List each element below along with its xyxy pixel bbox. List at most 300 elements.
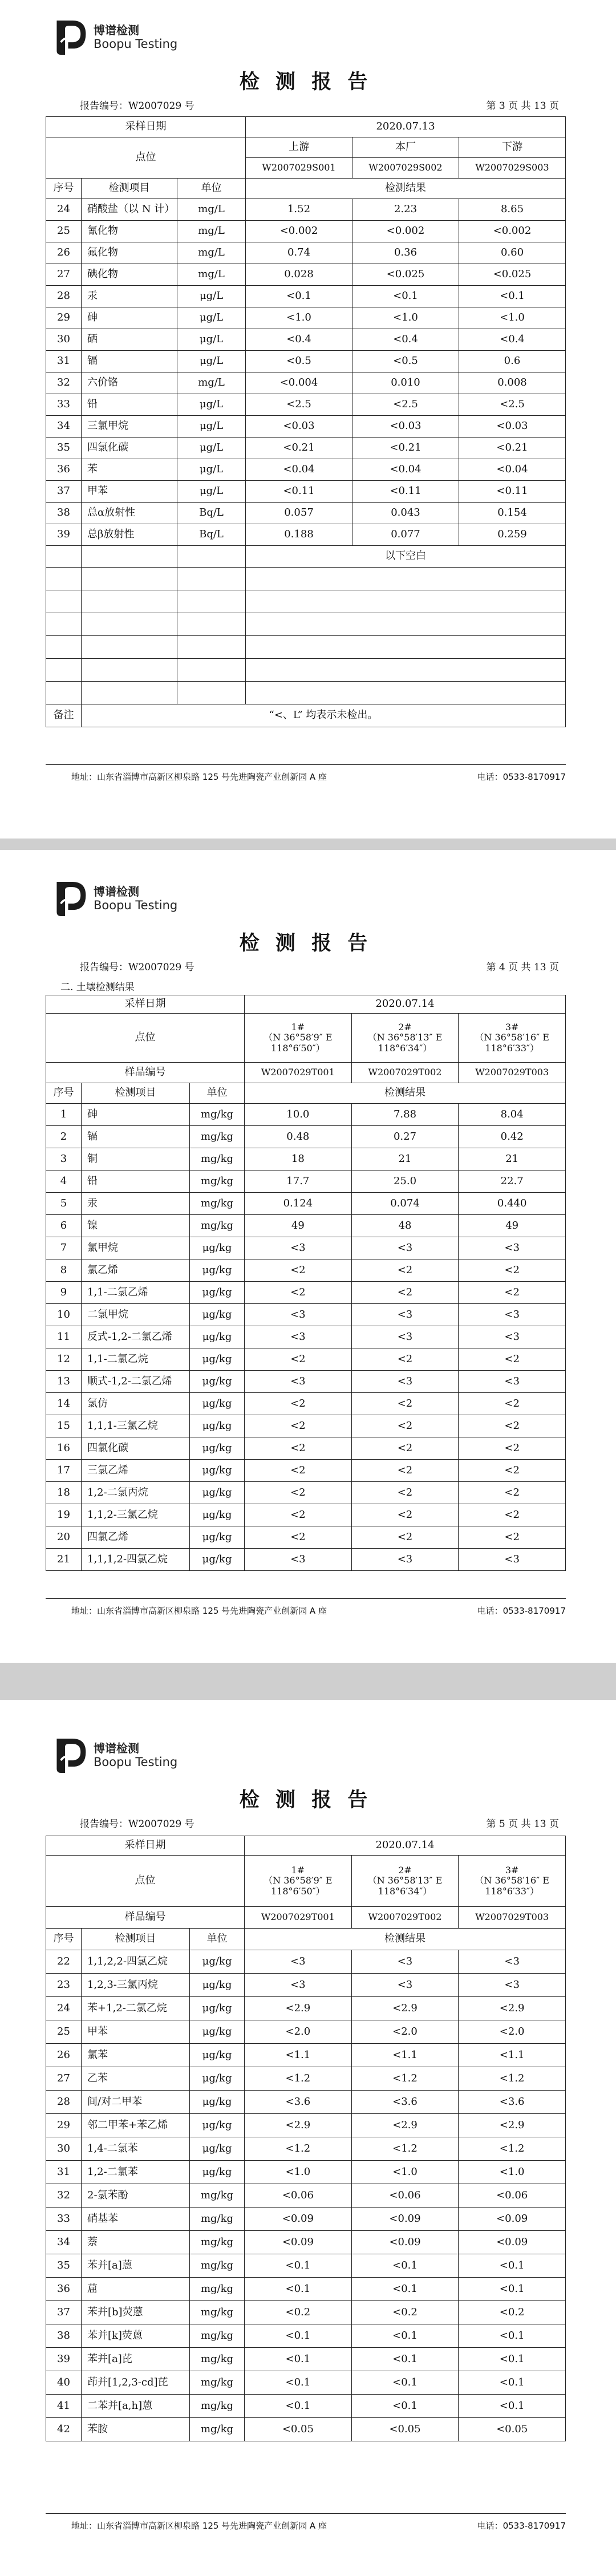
table-row bbox=[46, 524, 566, 546]
item-unit: μg/kg bbox=[190, 1482, 245, 1504]
table-row bbox=[46, 2254, 566, 2278]
result-value: <2.0 bbox=[245, 2020, 352, 2044]
result-value: <0.03 bbox=[352, 416, 459, 438]
table-row bbox=[46, 2324, 566, 2348]
brand-name-cn: 博谱检测 bbox=[94, 23, 139, 38]
row-seq: 20 bbox=[46, 1526, 82, 1549]
result-value: <0.1 bbox=[459, 2254, 566, 2278]
brand-logo bbox=[54, 15, 566, 60]
result-value: <2 bbox=[351, 1460, 459, 1482]
row-seq: 16 bbox=[46, 1437, 82, 1460]
table-row bbox=[46, 2208, 566, 2231]
row-seq: 1 bbox=[46, 1104, 82, 1126]
sample-id: W2007029S002 bbox=[352, 158, 459, 179]
result-value: <1.0 bbox=[351, 2161, 459, 2184]
table-row bbox=[46, 1504, 566, 1526]
item-name: 汞 bbox=[82, 1193, 190, 1215]
row-seq: 18 bbox=[46, 1482, 82, 1504]
report-number: 报告编号：W2007029 号 bbox=[80, 1818, 194, 1830]
result-value: <0.1 bbox=[246, 286, 352, 307]
item-name: 邻二甲苯+苯乙烯 bbox=[82, 2114, 190, 2137]
item-name: 氯仿 bbox=[82, 1393, 190, 1415]
result-value: <3 bbox=[245, 1549, 352, 1571]
table-row bbox=[46, 1950, 566, 1974]
result-value: <0.11 bbox=[246, 481, 352, 503]
result-value: <0.1 bbox=[351, 2254, 459, 2278]
result-value: <0.4 bbox=[459, 329, 565, 351]
footer-address: 地址：山东省淄博市高新区柳泉路 125 号先进陶瓷产业创新园 A 座 bbox=[71, 2521, 327, 2531]
result-value: <2 bbox=[351, 1415, 459, 1437]
header-sample-date: 采样日期 bbox=[46, 995, 245, 1014]
item-name: 苯并[b]荧蒽 bbox=[82, 2301, 190, 2324]
row-seq: 42 bbox=[46, 2418, 82, 2441]
row-seq: 37 bbox=[46, 2301, 82, 2324]
item-unit: μg/kg bbox=[190, 1504, 245, 1526]
item-unit: μg/kg bbox=[190, 1304, 245, 1326]
header-seq: 序号 bbox=[46, 179, 82, 199]
row-seq: 40 bbox=[46, 2371, 82, 2395]
result-value: <2 bbox=[351, 1259, 459, 1282]
item-name: 茚并[1,2,3-cd]芘 bbox=[82, 2371, 190, 2395]
result-value: <0.2 bbox=[245, 2301, 352, 2324]
item-unit: μg/kg bbox=[190, 1282, 245, 1304]
item-name: 1,2-二氯丙烷 bbox=[82, 1482, 190, 1504]
item-name: 氯乙烯 bbox=[82, 1259, 190, 1282]
result-value: <2 bbox=[245, 1348, 352, 1371]
item-unit: μg/kg bbox=[190, 1437, 245, 1460]
item-unit: μg/L bbox=[177, 351, 246, 372]
item-name: 氯甲烷 bbox=[82, 1237, 190, 1259]
result-value: <1.0 bbox=[352, 307, 459, 329]
item-name: 1,2,3-三氯丙烷 bbox=[82, 1974, 190, 1997]
result-value: <3 bbox=[351, 1326, 459, 1348]
item-unit: μg/kg bbox=[190, 1393, 245, 1415]
header-unit: 单位 bbox=[177, 179, 246, 199]
item-name: 铜 bbox=[82, 1148, 190, 1170]
result-value: <0.1 bbox=[459, 2278, 566, 2301]
result-value: <3 bbox=[459, 1549, 566, 1571]
soil-results-table bbox=[46, 995, 566, 1571]
item-name: 硝酸盐（以 N 计） bbox=[82, 199, 177, 221]
result-value: <0.03 bbox=[246, 416, 352, 438]
table-row bbox=[46, 2231, 566, 2254]
item-unit: μg/kg bbox=[190, 1237, 245, 1259]
result-value: <0.03 bbox=[459, 416, 565, 438]
result-value: <0.1 bbox=[459, 2348, 566, 2371]
item-unit: mg/kg bbox=[190, 2371, 245, 2395]
table-row bbox=[46, 2418, 566, 2441]
result-value: 21 bbox=[351, 1148, 459, 1170]
result-value: <0.4 bbox=[352, 329, 459, 351]
result-value: <0.1 bbox=[352, 286, 459, 307]
item-unit: μg/kg bbox=[190, 2137, 245, 2161]
sample-id: W2007029T003 bbox=[459, 1907, 566, 1929]
result-value: 0.028 bbox=[246, 264, 352, 286]
item-name: 汞 bbox=[82, 286, 177, 307]
table-row bbox=[46, 1215, 566, 1237]
result-value: 22.7 bbox=[459, 1170, 566, 1193]
item-name: 1,4-二氯苯 bbox=[82, 2137, 190, 2161]
table-row bbox=[46, 1549, 566, 1571]
brand-name-cn: 博谱检测 bbox=[94, 885, 139, 899]
table-row bbox=[46, 1237, 566, 1259]
result-value: <2 bbox=[245, 1482, 352, 1504]
result-value: <1.2 bbox=[459, 2137, 566, 2161]
row-seq: 19 bbox=[46, 1504, 82, 1526]
result-value: <2 bbox=[245, 1415, 352, 1437]
page-separator bbox=[0, 1663, 616, 1700]
result-value: <0.04 bbox=[459, 459, 565, 481]
result-value: 0.010 bbox=[352, 372, 459, 394]
header-seq: 序号 bbox=[46, 1929, 82, 1950]
header-result: 检测结果 bbox=[246, 179, 566, 199]
remark-label: 备注 bbox=[46, 704, 82, 727]
item-unit: mg/kg bbox=[190, 2278, 245, 2301]
item-name: 1,1,2,2-四氯乙烷 bbox=[82, 1950, 190, 1974]
result-value: <0.002 bbox=[459, 221, 565, 242]
header-point: 点位 bbox=[46, 1014, 245, 1063]
result-value: 1.52 bbox=[246, 199, 352, 221]
table-row bbox=[46, 481, 566, 503]
item-unit: mg/kg bbox=[190, 1170, 245, 1193]
row-seq: 12 bbox=[46, 1348, 82, 1371]
result-value: <2 bbox=[459, 1482, 566, 1504]
item-name: 氟化物 bbox=[82, 242, 177, 264]
result-value: <3 bbox=[245, 1326, 352, 1348]
result-value: <2 bbox=[459, 1259, 566, 1282]
result-value: <1.1 bbox=[351, 2044, 459, 2067]
result-value: <0.1 bbox=[351, 2324, 459, 2348]
result-value: <3 bbox=[245, 1974, 352, 1997]
brand-name-cn: 博谱检测 bbox=[94, 1741, 139, 1756]
row-seq: 26 bbox=[46, 2044, 82, 2067]
item-name: 铅 bbox=[82, 394, 177, 416]
item-name: 硒 bbox=[82, 329, 177, 351]
table-row bbox=[46, 2301, 566, 2324]
result-value: 0.36 bbox=[352, 242, 459, 264]
item-unit: μg/kg bbox=[190, 1549, 245, 1571]
table-row bbox=[46, 1193, 566, 1215]
result-value: <0.1 bbox=[351, 2278, 459, 2301]
point-name: 本厂 bbox=[352, 137, 459, 158]
row-seq: 29 bbox=[46, 2114, 82, 2137]
result-value: <0.05 bbox=[245, 2418, 352, 2441]
result-value: <2 bbox=[245, 1282, 352, 1304]
result-value: 0.27 bbox=[351, 1126, 459, 1148]
result-value: <3 bbox=[459, 1237, 566, 1259]
table-row bbox=[46, 1170, 566, 1193]
result-value: <0.21 bbox=[246, 438, 352, 459]
result-value: 10.0 bbox=[245, 1104, 352, 1126]
result-value: 0.259 bbox=[459, 524, 565, 546]
table-row bbox=[46, 264, 566, 286]
item-unit: mg/kg bbox=[190, 1193, 245, 1215]
result-value: <2 bbox=[351, 1526, 459, 1549]
point-cell: 3# （N 36°58′16″ E 118°6′33″） bbox=[459, 1014, 566, 1063]
row-seq: 15 bbox=[46, 1415, 82, 1437]
footer-phone: 电话：0533-8170917 bbox=[477, 2521, 566, 2531]
item-name: 苯+1,2-二氯乙烷 bbox=[82, 1997, 190, 2020]
result-value: <0.1 bbox=[245, 2254, 352, 2278]
item-name: 镉 bbox=[82, 1126, 190, 1148]
item-name: 苯胺 bbox=[82, 2418, 190, 2441]
item-name: 二氯甲烷 bbox=[82, 1304, 190, 1326]
header-unit: 单位 bbox=[190, 1083, 245, 1104]
item-name: 铅 bbox=[82, 1170, 190, 1193]
result-value: <1.2 bbox=[245, 2137, 352, 2161]
item-unit: mg/L bbox=[177, 221, 246, 242]
result-value: <1.2 bbox=[459, 2067, 566, 2091]
result-value: <2.0 bbox=[351, 2020, 459, 2044]
item-unit: μg/L bbox=[177, 438, 246, 459]
item-name: 总β放射性 bbox=[82, 524, 177, 546]
item-unit: μg/kg bbox=[190, 2067, 245, 2091]
result-value: <0.2 bbox=[459, 2301, 566, 2324]
sample-id: W2007029T002 bbox=[351, 1063, 459, 1083]
item-name: 氰化物 bbox=[82, 221, 177, 242]
item-name: 四氯乙烯 bbox=[82, 1526, 190, 1549]
table-row bbox=[46, 2395, 566, 2418]
row-seq: 33 bbox=[46, 2208, 82, 2231]
result-value: <0.1 bbox=[459, 2395, 566, 2418]
item-unit: μg/kg bbox=[190, 2161, 245, 2184]
result-value: <0.004 bbox=[246, 372, 352, 394]
table-row bbox=[46, 1997, 566, 2020]
item-name: 六价铬 bbox=[82, 372, 177, 394]
result-value: <2.0 bbox=[459, 2020, 566, 2044]
item-name: 三氯甲烷 bbox=[82, 416, 177, 438]
row-seq: 26 bbox=[46, 242, 82, 264]
result-value: <3 bbox=[351, 1974, 459, 1997]
result-value: 17.7 bbox=[245, 1170, 352, 1193]
result-value: <2 bbox=[245, 1437, 352, 1460]
table-row bbox=[46, 1460, 566, 1482]
result-value: <2 bbox=[459, 1526, 566, 1549]
result-value: <3 bbox=[351, 1950, 459, 1974]
row-seq: 36 bbox=[46, 2278, 82, 2301]
row-seq: 34 bbox=[46, 416, 82, 438]
result-value: <2 bbox=[245, 1259, 352, 1282]
row-seq: 14 bbox=[46, 1393, 82, 1415]
sample-id: W2007029T002 bbox=[351, 1907, 459, 1929]
result-value: <3 bbox=[351, 1549, 459, 1571]
item-name: 1,1,1,2-四氯乙烷 bbox=[82, 1549, 190, 1571]
item-unit: μg/kg bbox=[190, 1974, 245, 1997]
item-name: 顺式-1,2-二氯乙烯 bbox=[82, 1371, 190, 1393]
result-value: <0.1 bbox=[459, 2324, 566, 2348]
item-unit: mg/kg bbox=[190, 2348, 245, 2371]
result-value: <3 bbox=[351, 1304, 459, 1326]
result-value: <1.2 bbox=[351, 2137, 459, 2161]
table-row bbox=[46, 242, 566, 264]
table-row bbox=[46, 286, 566, 307]
result-value: <2 bbox=[459, 1415, 566, 1437]
table-row bbox=[46, 2184, 566, 2208]
footer-phone: 电话：0533-8170917 bbox=[477, 1606, 566, 1616]
result-value: <0.2 bbox=[351, 2301, 459, 2324]
item-unit: μg/kg bbox=[190, 2114, 245, 2137]
result-value: <2.9 bbox=[351, 2114, 459, 2137]
result-value: <0.21 bbox=[352, 438, 459, 459]
row-seq: 7 bbox=[46, 1237, 82, 1259]
result-value: 0.48 bbox=[245, 1126, 352, 1148]
item-name: 三氯乙烯 bbox=[82, 1460, 190, 1482]
table-row bbox=[46, 221, 566, 242]
table-row bbox=[46, 438, 566, 459]
item-unit: μg/L bbox=[177, 329, 246, 351]
item-unit: μg/kg bbox=[190, 1526, 245, 1549]
remark-text: “<、L” 均表示未检出。 bbox=[82, 704, 566, 727]
result-value: <2 bbox=[351, 1504, 459, 1526]
item-unit: μg/kg bbox=[190, 1348, 245, 1371]
report-page-3 bbox=[0, 0, 616, 839]
sample-date-value: 2020.07.14 bbox=[245, 1836, 566, 1856]
result-value: <0.002 bbox=[352, 221, 459, 242]
result-value: <2.9 bbox=[245, 1997, 352, 2020]
item-unit: μg/L bbox=[177, 481, 246, 503]
header-item: 检测项目 bbox=[82, 1083, 190, 1104]
result-value: <0.1 bbox=[351, 2371, 459, 2395]
result-value: 0.043 bbox=[352, 503, 459, 524]
table-row bbox=[46, 351, 566, 372]
result-value: <0.1 bbox=[459, 2371, 566, 2395]
brand-name-en: Boopu Testing bbox=[94, 898, 178, 913]
item-unit: mg/kg bbox=[190, 2208, 245, 2231]
header-point: 点位 bbox=[46, 1856, 245, 1907]
result-value: <0.5 bbox=[246, 351, 352, 372]
table-row bbox=[46, 1974, 566, 1997]
result-value: 48 bbox=[351, 1215, 459, 1237]
result-value: <3 bbox=[459, 1371, 566, 1393]
result-value: 0.124 bbox=[245, 1193, 352, 1215]
result-value: <0.06 bbox=[459, 2184, 566, 2208]
row-seq: 9 bbox=[46, 1282, 82, 1304]
item-name: 氯苯 bbox=[82, 2044, 190, 2067]
table-row bbox=[46, 1526, 566, 1549]
result-value: <1.2 bbox=[245, 2067, 352, 2091]
header-result: 检测结果 bbox=[245, 1083, 566, 1104]
result-value: <2.9 bbox=[351, 1997, 459, 2020]
table-row bbox=[46, 1148, 566, 1170]
item-name: 间/对二甲苯 bbox=[82, 2091, 190, 2114]
row-seq: 31 bbox=[46, 351, 82, 372]
point-name: 下游 bbox=[459, 137, 565, 158]
result-value: <3.6 bbox=[245, 2091, 352, 2114]
sample-id: W2007029T003 bbox=[459, 1063, 566, 1083]
result-value: <1.2 bbox=[351, 2067, 459, 2091]
result-value: <3.6 bbox=[459, 2091, 566, 2114]
result-value: <1.0 bbox=[246, 307, 352, 329]
item-name: 2-氯苯酚 bbox=[82, 2184, 190, 2208]
result-value: <0.09 bbox=[351, 2231, 459, 2254]
result-value: 8.04 bbox=[459, 1104, 566, 1126]
boopu-logo-icon bbox=[54, 17, 88, 58]
header-sample-date: 采样日期 bbox=[46, 1836, 245, 1856]
result-value: <2.5 bbox=[459, 394, 565, 416]
header-sample-no: 样品编号 bbox=[46, 1063, 245, 1083]
result-value: <2 bbox=[245, 1526, 352, 1549]
result-value: <0.025 bbox=[352, 264, 459, 286]
item-unit: μg/kg bbox=[190, 2044, 245, 2067]
water-results-table bbox=[46, 116, 566, 727]
result-value: <0.09 bbox=[351, 2208, 459, 2231]
table-row bbox=[46, 1482, 566, 1504]
point-cell: 3# （N 36°58′16″ E 118°6′33″） bbox=[459, 1856, 566, 1907]
result-value: 25.0 bbox=[351, 1170, 459, 1193]
sample-date-value: 2020.07.14 bbox=[245, 995, 566, 1014]
result-value: <2 bbox=[351, 1437, 459, 1460]
table-row bbox=[46, 2278, 566, 2301]
header-result: 检测结果 bbox=[245, 1929, 566, 1950]
table-row bbox=[46, 1415, 566, 1437]
result-value: <2 bbox=[459, 1348, 566, 1371]
section-heading: 二. 土壤检测结果 bbox=[60, 982, 135, 993]
row-seq: 25 bbox=[46, 221, 82, 242]
row-seq: 35 bbox=[46, 2254, 82, 2278]
result-value: <0.1 bbox=[351, 2395, 459, 2418]
item-unit: mg/kg bbox=[190, 1148, 245, 1170]
table-row bbox=[46, 416, 566, 438]
result-value: <2 bbox=[351, 1282, 459, 1304]
row-seq: 24 bbox=[46, 199, 82, 221]
result-value: <3 bbox=[459, 1950, 566, 1974]
result-value: <2 bbox=[245, 1460, 352, 1482]
result-value: <0.11 bbox=[459, 481, 565, 503]
result-value: <3 bbox=[459, 1974, 566, 1997]
result-value: <2.5 bbox=[246, 394, 352, 416]
result-value: <0.09 bbox=[459, 2231, 566, 2254]
item-unit: mg/L bbox=[177, 372, 246, 394]
page-separator bbox=[0, 839, 616, 850]
row-seq: 22 bbox=[46, 1950, 82, 1974]
result-value: 0.077 bbox=[352, 524, 459, 546]
item-name: 甲苯 bbox=[82, 481, 177, 503]
result-value: 0.074 bbox=[351, 1193, 459, 1215]
item-name: 萘 bbox=[82, 2231, 190, 2254]
result-value: <0.4 bbox=[246, 329, 352, 351]
table-row bbox=[46, 2091, 566, 2114]
result-value: <0.09 bbox=[245, 2208, 352, 2231]
item-unit: μg/kg bbox=[190, 1997, 245, 2020]
result-value: <0.1 bbox=[245, 2278, 352, 2301]
result-value: <0.11 bbox=[352, 481, 459, 503]
item-unit: μg/L bbox=[177, 286, 246, 307]
result-value: <0.5 bbox=[352, 351, 459, 372]
item-unit: mg/kg bbox=[190, 2231, 245, 2254]
item-unit: mg/kg bbox=[190, 2395, 245, 2418]
table-row bbox=[46, 2114, 566, 2137]
item-unit: μg/L bbox=[177, 459, 246, 481]
row-seq: 3 bbox=[46, 1148, 82, 1170]
table-row bbox=[46, 2161, 566, 2184]
item-unit: mg/kg bbox=[190, 1215, 245, 1237]
result-value: 0.057 bbox=[246, 503, 352, 524]
result-value: <3 bbox=[245, 1304, 352, 1326]
result-value: 49 bbox=[245, 1215, 352, 1237]
item-name: 四氯化碳 bbox=[82, 438, 177, 459]
item-name: 硝基苯 bbox=[82, 2208, 190, 2231]
item-unit: mg/kg bbox=[190, 2324, 245, 2348]
result-value: 0.60 bbox=[459, 242, 565, 264]
item-name: 镉 bbox=[82, 351, 177, 372]
table-row bbox=[46, 329, 566, 351]
row-seq: 13 bbox=[46, 1371, 82, 1393]
row-seq: 38 bbox=[46, 2324, 82, 2348]
report-number: 报告编号：W2007029 号 bbox=[80, 100, 194, 112]
end-marker: 以下空白 bbox=[246, 546, 566, 568]
point-cell: 2# （N 36°58′13″ E 118°6′34″） bbox=[351, 1856, 459, 1907]
result-value: <2 bbox=[459, 1460, 566, 1482]
